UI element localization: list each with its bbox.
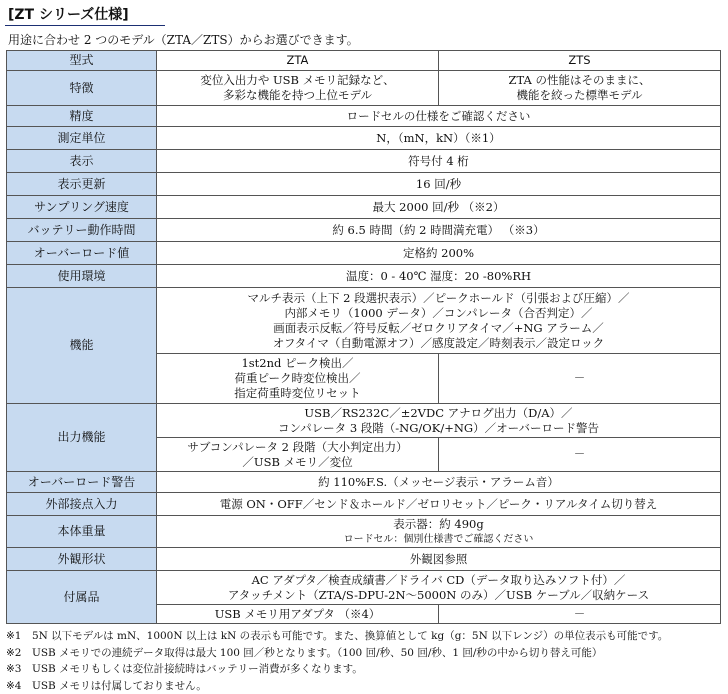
output-zta-line-1: サブコンパレータ 2 段階（大小判定出力）	[187, 439, 408, 454]
table-row-overload	[7, 242, 721, 265]
sampling-value: 最大 2000 回/秒 （※2）	[157, 196, 721, 219]
row-label-output: 出力機能	[7, 404, 157, 472]
table-row-model	[7, 51, 721, 71]
unit-value: N，（mN，kN）（※1）	[157, 127, 721, 150]
row-label-refresh: 表示更新	[7, 173, 157, 196]
row-label-display: 表示	[7, 150, 157, 173]
table-row-accuracy	[7, 106, 721, 127]
table-row-display	[7, 150, 721, 173]
row-label-accuracy: 精度	[7, 106, 157, 127]
features-zts	[439, 71, 721, 106]
weight-value	[157, 516, 721, 548]
row-label-overload: オーバーロード値	[7, 242, 157, 265]
footnote-3: ※3 USB メモリもしくは変位計接続時はバッテリー消費が多くなります。	[6, 663, 363, 675]
table-row-dimensions	[7, 548, 721, 571]
table-row-external	[7, 493, 721, 516]
external-value: 電源 ON・OFF／センド＆ホールド／ゼロリセット／ピーク・リアルタイム切り替え	[157, 493, 721, 516]
output-common	[157, 404, 721, 438]
output-zta	[157, 438, 439, 472]
table-row-battery	[7, 219, 721, 242]
col-header-zts: ZTS	[439, 51, 721, 71]
table-row-sampling	[7, 196, 721, 219]
footnotes	[6, 628, 726, 694]
features-zta-line-2: 多彩な機能を持つ上位モデル	[223, 88, 372, 102]
features-zts-line-2: 機能を絞った標準モデル	[516, 88, 643, 102]
row-label-model: 型式	[7, 51, 157, 71]
table-row-unit	[7, 127, 721, 150]
features-zta-line-1: 変位入出力や USB メモリ記録など、	[200, 73, 395, 87]
functions-zta	[157, 354, 439, 404]
accuracy-value: ロードセルの仕様をご確認ください	[157, 106, 721, 127]
functions-zta-line-3: 指定荷重時変位リセット	[234, 386, 361, 400]
functions-zta-line-1: 1st2nd ピーク検出／	[241, 356, 354, 370]
row-label-accessories: 付属品	[7, 571, 157, 624]
output-zta-line-2: ／USB メモリ／変位	[242, 454, 353, 469]
features-zts-line-1: ZTA の性能はそのままに、	[508, 73, 651, 87]
functions-zts: －	[439, 354, 721, 404]
table-row-refresh	[7, 173, 721, 196]
functions-common	[157, 288, 721, 354]
weight-line-1: 表示器：約 490g	[393, 516, 484, 531]
row-label-battery: バッテリー動作時間	[7, 219, 157, 242]
functions-line-1: マルチ表示（上下 2 段選択表示）／ピークホールド（引張および圧縮）／	[247, 290, 630, 305]
row-label-external: 外部接点入力	[7, 493, 157, 516]
accessories-line-2: アタッチメント（ZTA/S-DPU-2N～5000N のみ）／USB ケーブル／収納ケース	[227, 587, 650, 602]
row-label-unit: 測定単位	[7, 127, 157, 150]
display-value: 符号付 4 桁	[157, 150, 721, 173]
accessories-zta: USB メモリ用アダプタ （※4）	[157, 605, 439, 624]
dimensions-value: 外観図参照	[157, 548, 721, 571]
table-row-functions-common	[7, 288, 721, 354]
row-label-features: 特徴	[7, 71, 157, 106]
footnote-1: ※1 5N 以下モデルは mN、1000N 以上は kN の表示も可能です。また、換算値として kg（g：5N 以下レンジ）の単位表示も可能です。	[6, 630, 669, 642]
functions-zta-line-2: 荷重ピーク時変位検出／	[234, 371, 361, 385]
spec-table	[6, 50, 721, 624]
row-label-warning: オーバーロード警告	[7, 472, 157, 493]
row-label-environment: 使用環境	[7, 265, 157, 288]
warning-value: 約 110%F.S.（メッセージ表示・アラーム音）	[157, 472, 721, 493]
table-row-warning	[7, 472, 721, 493]
accessories-line-1: AC アダプタ／検査成績書／ドライバ CD（データ取り込みソフト付）／	[251, 572, 626, 587]
spec-heading: [ZT シリーズ仕様]	[8, 7, 129, 23]
refresh-value: 16 回/秒	[157, 173, 721, 196]
row-label-weight: 本体重量	[7, 516, 157, 548]
functions-line-3: 画面表示反転／符号反転／ゼロクリアタイマ／+NG アラーム／	[273, 320, 604, 335]
output-line-1: USB／RS232C／±2VDC アナログ出力（D/A）／	[304, 405, 573, 420]
heading-underline	[5, 25, 165, 26]
features-zta	[157, 71, 439, 106]
col-header-zta: ZTA	[157, 51, 439, 71]
footnote-4: ※4 USB メモリは付属しておりません。	[6, 679, 207, 692]
footnote-2: ※2 USB メモリでの連続データ取得は最大 100 回／秒となります。（100 回/秒、50 回/秒、1 回/秒の中から切り替え可能）	[6, 646, 603, 659]
weight-line-2: ロードセル：個別仕様書でご確認ください	[343, 533, 534, 545]
battery-value: 約 6.5 時間（約 2 時間満充電） （※3）	[157, 219, 721, 242]
accessories-common	[157, 571, 721, 605]
table-row-accessories-common	[7, 571, 721, 605]
overload-value: 定格約 200%	[157, 242, 721, 265]
intro-text: 用途に合わせ 2 つのモデル（ZTA／ZTS）からお選びできます。	[8, 33, 359, 47]
table-row-output-common	[7, 404, 721, 438]
accessories-zts: －	[439, 605, 721, 624]
table-row-environment	[7, 265, 721, 288]
output-zts: －	[439, 438, 721, 472]
environment-value: 温度：0 - 40℃ 湿度：20 -80%RH	[157, 265, 721, 288]
row-label-dimensions: 外観形状	[7, 548, 157, 571]
table-row-features	[7, 71, 721, 106]
functions-line-4: オフタイマ（自動電源オフ）／感度設定／時刻表示／設定ロック	[272, 335, 605, 350]
row-label-sampling: サンプリング速度	[7, 196, 157, 219]
functions-line-2: 内部メモリ（1000 データ）／コンパレータ（合否判定）／	[284, 305, 593, 320]
output-line-2: コンパレータ 3 段階（-NG/OK/+NG）／オーバーロード警告	[277, 420, 600, 435]
table-row-weight	[7, 516, 721, 548]
row-label-functions: 機能	[7, 288, 157, 404]
